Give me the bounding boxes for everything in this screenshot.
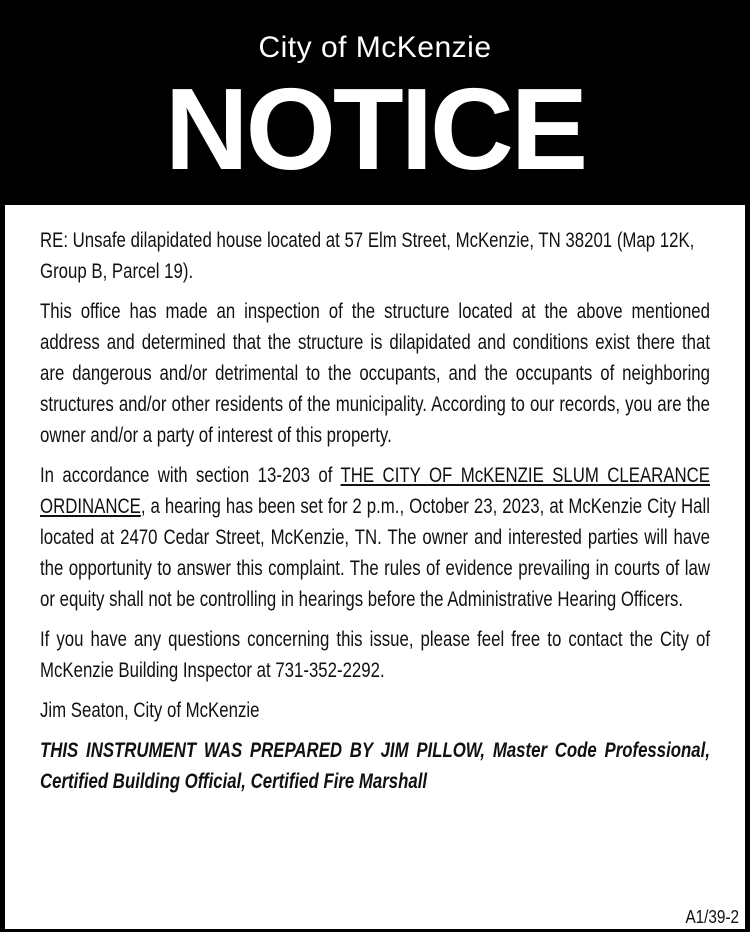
hearing-text-end: , a hearing has been set for 2 p.m., October 23, 2023, at McKenzie City Hall located at 2470 Cedar Street, McKenzie, TN. The owner and interested parties will have the opportunity to answer this complaint. The rules of evidence prevailing in courts of law or equity shall not be controlling in hearings before the Administrative Hearing Officers.	[40, 495, 710, 611]
hearing-paragraph	[40, 460, 710, 615]
notice-header	[5, 0, 745, 205]
contact-paragraph: If you have any questions concerning this issue, please feel free to contact the City of McKenzie Building Inspector at 731-352-2292.	[40, 628, 710, 682]
ad-code: A1/39-2	[685, 907, 739, 927]
notice-body	[5, 205, 745, 929]
re-line: RE: Unsafe dilapidated house located at 57 Elm Street, McKenzie, TN 38201 (Map 12K, Group B, Parcel 19).	[40, 229, 695, 283]
ordinance-name: THE CITY OF McKENZIE SLUM CLEARANCE ORDINANCE	[40, 464, 710, 518]
inspection-paragraph: This office has made an inspection of the structure located at the above mentioned address and determined that the structure is dilapidated and conditions exist there that are dangerous and/or detrimental to the occupants, and the occupants of neighboring structures and/or other residents of the municipality. According to our records, you are the owner and/or a party of interest of this property.	[40, 300, 710, 447]
prepared-by-line: THIS INSTRUMENT WAS PREPARED BY JIM PILLOW, Master Code Professional, Certified Building Official, Certified Fire Marshall	[40, 739, 710, 793]
hearing-text-start: In accordance with section 13-203 of	[40, 464, 341, 487]
header-city: City of McKenzie	[258, 31, 492, 64]
signature-line: Jim Seaton, City of McKenzie	[40, 699, 260, 722]
header-title: NOTICE	[164, 64, 586, 194]
